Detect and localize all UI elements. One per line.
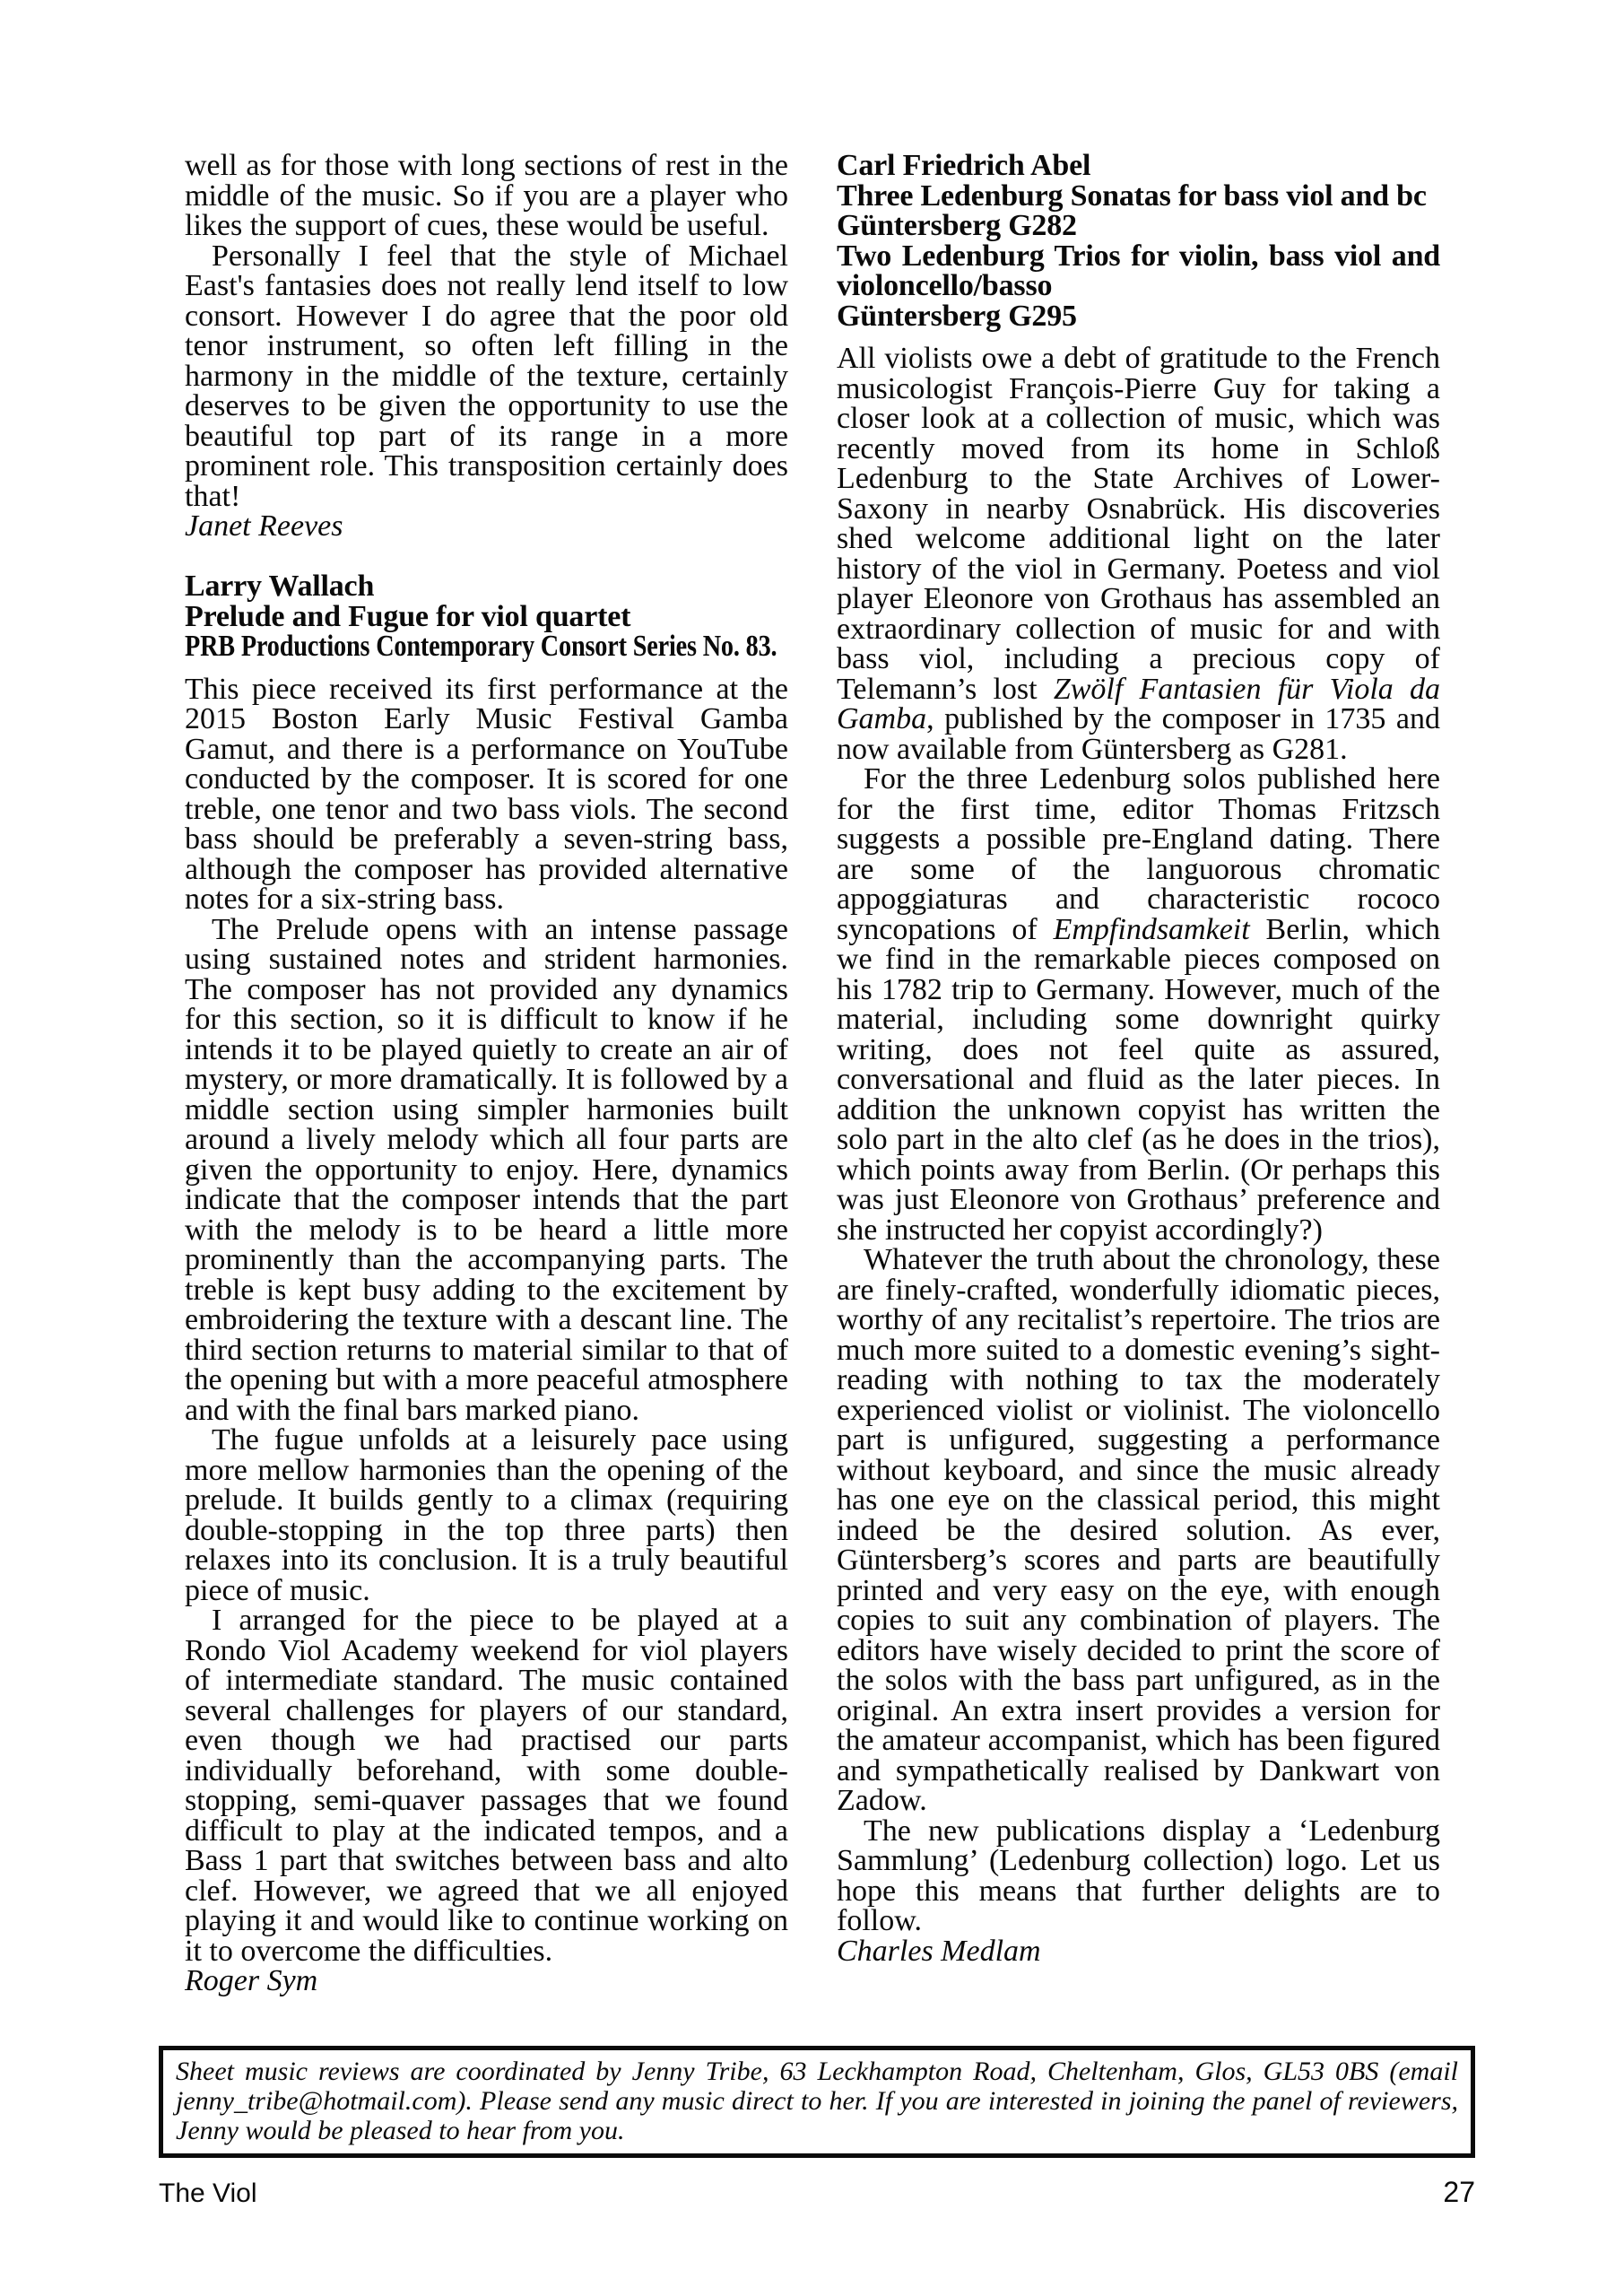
page-footer: [159, 2176, 1475, 2210]
heading-title-sonatas: Three Ledenburg Sonatas for bass viol and bc: [837, 178, 1427, 213]
review-heading-abel: [837, 151, 1440, 331]
italic-empfindsamkeit: Empfindsamkeit: [1053, 912, 1250, 946]
paragraph-east-personally: Personally I feel that the style of Michael East's fantasies does not really lend itself to low consort. However I do agree that the poor old tenor instrument, so often left filling in the harmony in the middle of the texture, certainly deserves to be given the opportunity to use the beautiful top part of its range in a more prominent role. This transposition certainly does that!: [185, 239, 788, 513]
heading-title-trios: Two Ledenburg Trios for violin, bass viol and violoncello/basso: [837, 239, 1440, 302]
paragraph-new-publications: The new publications display a ‘Ledenburg Sammlung’ (Ledenburg collection) logo. Let us hope this means that further delights are to follow.: [837, 1813, 1440, 1937]
reviewer-byline-janet-reeves: Janet Reeves: [185, 509, 343, 543]
paragraph-whatever-truth: Whatever the truth about the chronology, these are finely-crafted, wonderfully idiomatic pieces, worthy of any recitalist’s repertoire. The trios are much more suited to a domestic evening’s sight-reading with nothing to tax the moderately experienced violist or violinist. The violoncello part is unfigured, suggesting a performance without keyboard, and since the music already has one eye on the classical period, this might indeed be the desired solution. As ever, Güntersberg’s scores and parts are beautifully printed and very easy on the eye, with enough copies to suit any combination of players. The editors have wisely decided to print the score of the solos with the bass part unfigured, as in the original. An extra insert provides a version for the amateur accompanist, which has been figured and sympathetically realised by Dankwart von Zadow.: [837, 1243, 1440, 1817]
paragraph-fugue: The fugue unfolds at a leisurely pace using more mellow harmonies than the opening of the prelude. It builds gently to a climax (requiring double-stopping in the top three parts) then relaxes into its conclusion. It is a truly beautiful piece of music.: [185, 1423, 788, 1607]
heading-title-prelude-fugue: Prelude and Fugue for viol quartet: [185, 599, 631, 633]
paragraph-all-violists: All violists owe a debt of gratitude to the French musicologist François-Pierre Guy for taking a closer look at a collection of music, which was recently moved from its home in Schloß Ledenburg to the State Archives of Lower-Saxony in nearby Osnabrück. His discoveries shed welcome additional light on the later history of the viol in Germany. Poetess and viol player Eleonore von Grothaus has assembled an extraordinary collection of music for and with bass viol, including a precious copy of Telemann’s lost Zwölf Fantasien für Viola da Gamba, published by the composer in 1735 and now available from Güntersberg as G281.: [837, 342, 1440, 766]
heading-publisher-prb: PRB Productions Contemporary Consort Series No. 83.: [185, 630, 777, 663]
paragraph-for-three-solos: For the three Ledenburg solos published here for the first time, editor Thomas Fritzsch suggests a possible pre-England dating. There are some of the languorous chromatic appoggiaturas and characteristic rococo syncopations of Empfindsamkeit Berlin, which we find in the remarkable pieces composed on his 1782 trip to Germany. However, much of the material, including some downright quirky writing, does not feel quite as assured, conversational and fluid as the later pieces. In addition the unknown copyist has written the solo part in the alto clef (as he does in the trios), which points away from Berlin. (Or perhaps this was just Eleonore von Grothaus’ preference and she instructed her copyist accordingly?): [837, 762, 1441, 1247]
heading-composer-abel: Carl Friedrich Abel: [837, 149, 1091, 182]
magazine-title: The Viol: [159, 2179, 257, 2208]
left-column: [185, 151, 788, 1996]
paragraph-prelude: The Prelude opens with an intense passage using sustained notes and strident harmonies. The composer has not provided any dynamics for this section, so it is difficult to know if he intends it to be played quietly to create an air of mystery, or more dramatically. It is followed by a middle section using simpler harmonies built around a lively melody which all four parts are given the opportunity to enjoy. Here, dynamics indicate that the composer intends that the part with the melody is to be heard a little more prominently than the accompanying parts. The treble is kept busy adding to the excitement by embroidering the texture with a descant line. The third section returns to material similar to that of the opening but with a more peaceful atmosphere and with the final bars marked piano.: [185, 912, 788, 1427]
editor-notice-text: Sheet music reviews are coordinated by Jenny Tribe, 63 Leckhampton Road, Cheltenham, Glos, GL53 0BS (email jenny_tribe@hotmail.com). Please send any music direct to her. If you are interested in joining the panel of reviewers, Jenny would be pleased to hear from you.: [176, 2057, 1458, 2145]
heading-composer-wallach: Larry Wallach: [185, 570, 375, 603]
heading-catalog-g295: Güntersberg G295: [837, 299, 1077, 333]
paragraph-east-continuation: well as for those with long sections of rest in the middle of the music. So if you are a player who likes the support of cues, these would be useful.: [185, 149, 788, 242]
paragraph-first-performance: This piece received its first performance at the 2015 Boston Early Music Festival Gamba Gamut, and there is a performance on YouTube conducted by the composer. It is scored for one treble, one tenor and two bass viols. The second bass should be preferably a seven-string bass, although the composer has provided alternative notes for a six-string bass.: [185, 672, 788, 916]
reviewer-byline-roger-sym: Roger Sym: [185, 1964, 318, 1997]
heading-catalog-g282: Güntersberg G282: [837, 209, 1077, 242]
review-heading-wallach: [185, 571, 788, 662]
editor-notice-box: [159, 2046, 1475, 2158]
italic-work-title: Zwölf Fantasien für Viola da Gamba: [837, 672, 1440, 735]
right-column: [837, 151, 1440, 1996]
two-column-layout: [185, 151, 1440, 1996]
paragraph-arranged: I arranged for the piece to be played at a Rondo Viol Academy weekend for viol players of intermediate standard. The music contained several challenges for players of our standard, even though we had practised our parts individually beforehand, with some double-stopping, semi-quaver passages that we found difficult to play at the indicated tempos, and a Bass 1 part that switches between bass and alto clef. However, we agreed that we all enjoyed playing it and would like to continue working on it to overcome the difficulties.: [185, 1604, 788, 1968]
reviewer-byline-charles-medlam: Charles Medlam: [837, 1934, 1041, 1968]
page-number: 27: [1443, 2176, 1475, 2208]
